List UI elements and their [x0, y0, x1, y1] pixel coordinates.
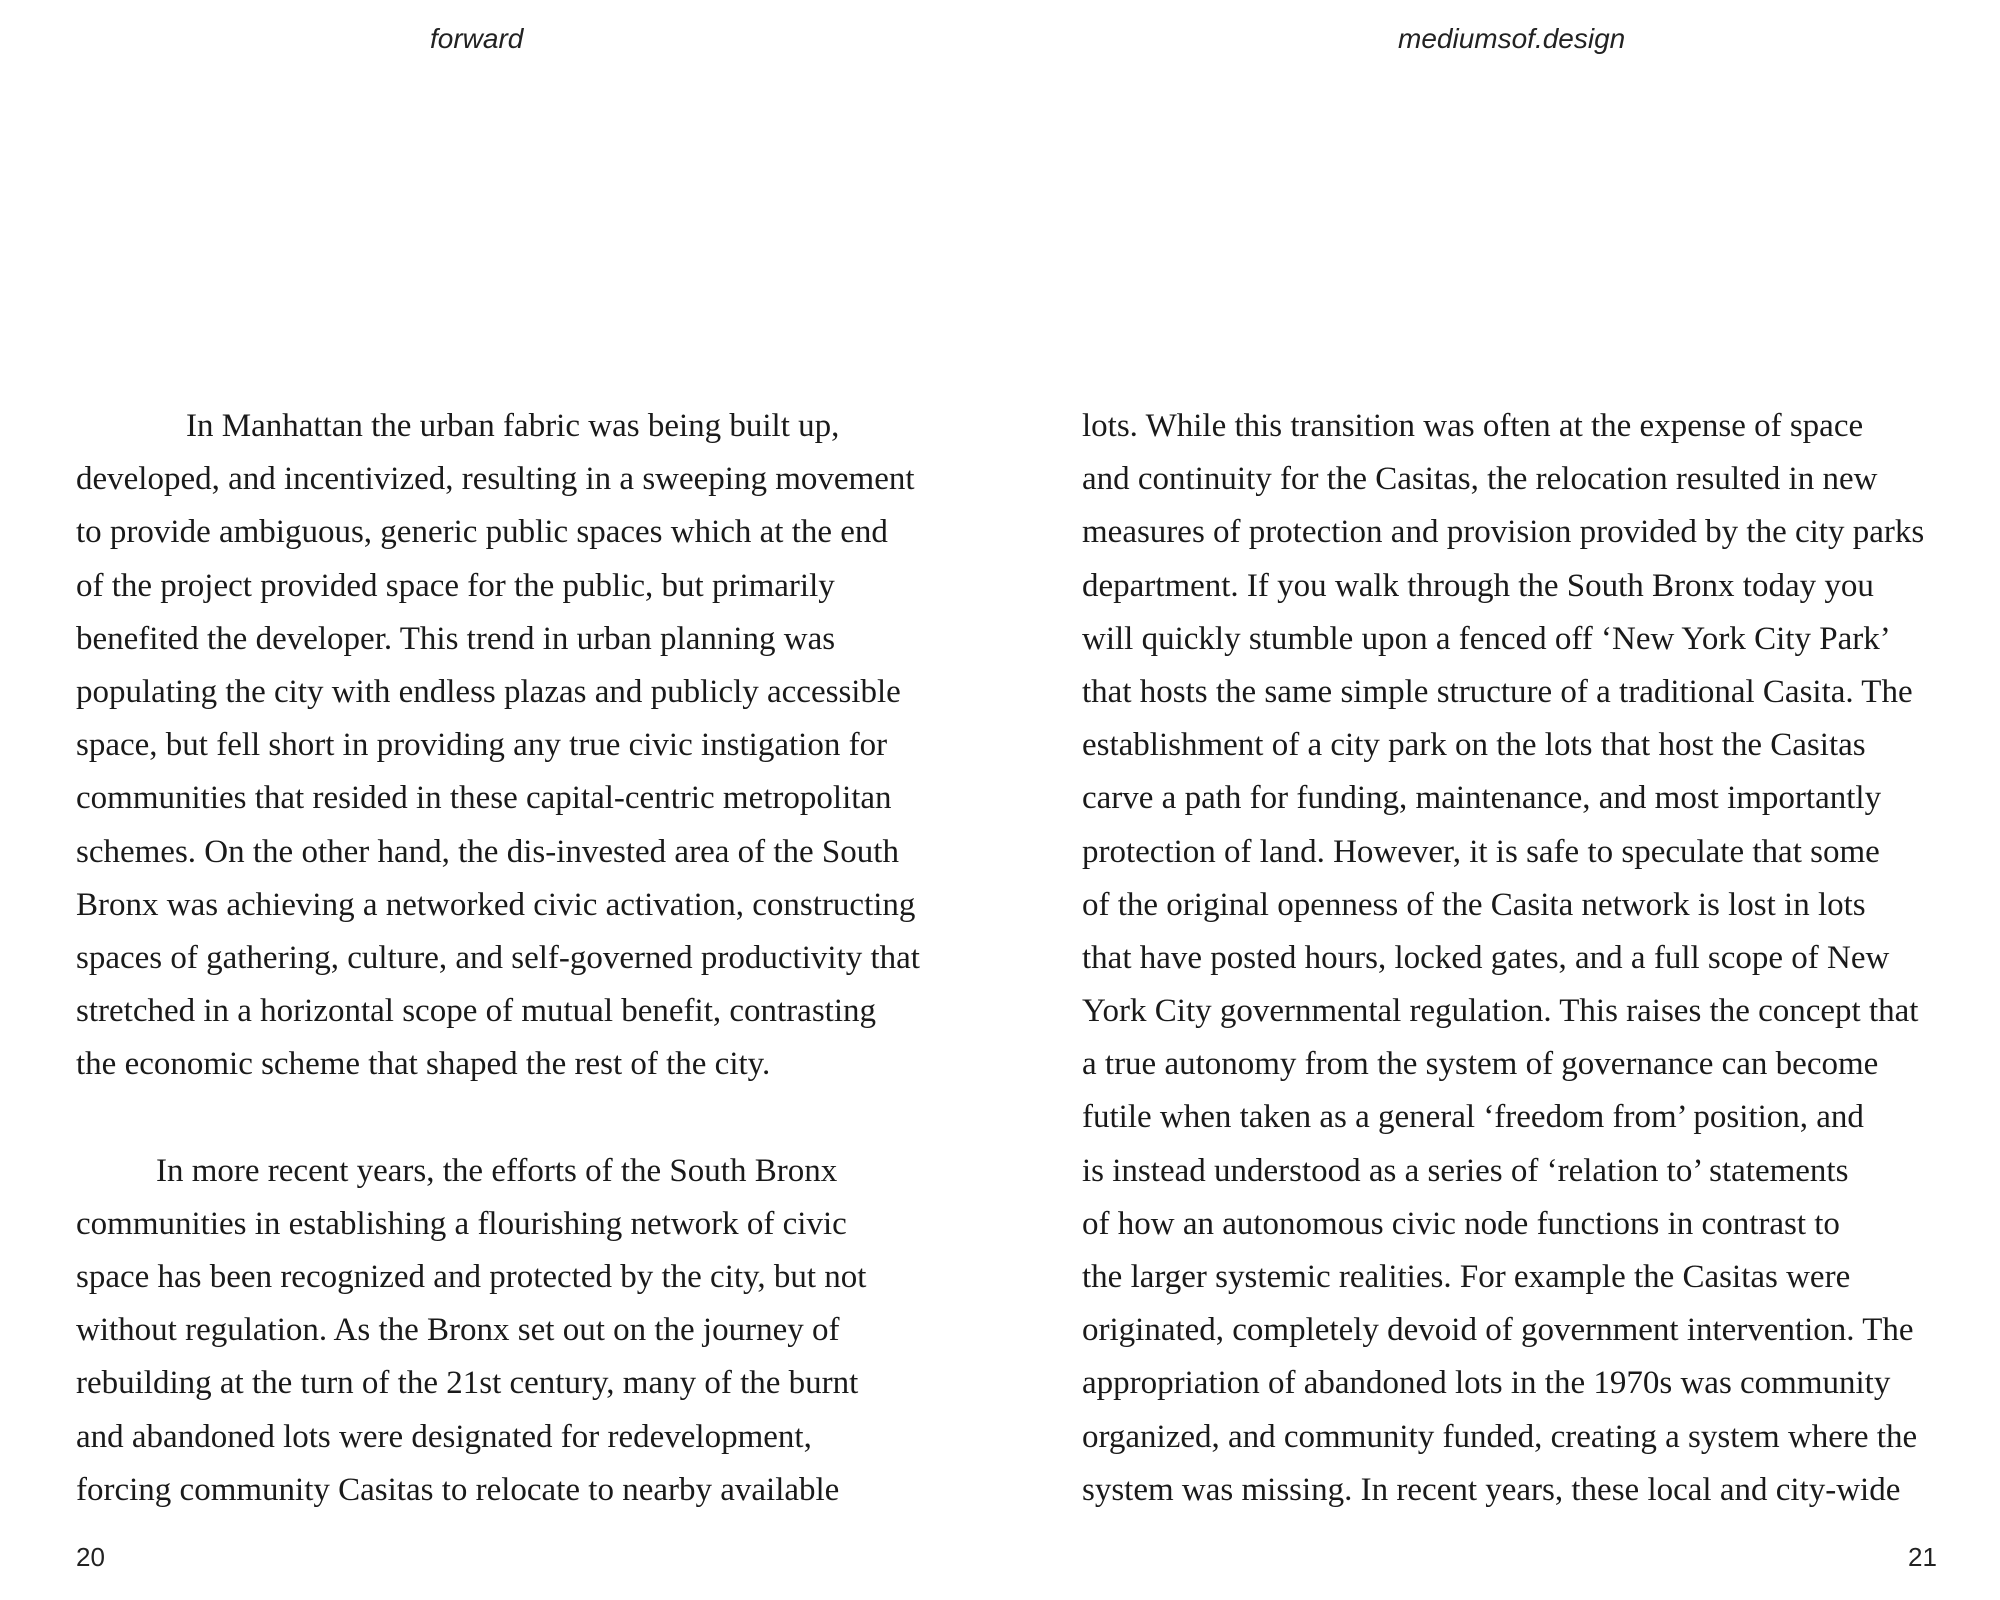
right-body-text — [1082, 400, 1982, 1517]
body-line: forcing community Casitas to relocate to nearby available — [76, 1471, 840, 1508]
body-line: In more recent years, the efforts of the South Bronx — [156, 1152, 838, 1189]
body-line: organized, and community funded, creating a system where the — [1082, 1418, 1918, 1455]
body-line: rebuilding at the turn of the 21st century, many of the burnt — [76, 1365, 859, 1402]
body-line: carve a path for funding, maintenance, and most importantly — [1082, 780, 1882, 817]
body-line: system was missing. In recent years, these local and city-wide — [1082, 1471, 1901, 1508]
body-line: space, but fell short in providing any true civic instigation for — [76, 727, 888, 764]
body-line: to provide ambiguous, generic public spaces which at the end — [76, 514, 888, 551]
body-line: establishment of a city park on the lots that host the Casitas — [1082, 727, 1866, 764]
body-line: space has been recognized and protected by the city, but not — [76, 1259, 867, 1295]
paragraph-gap — [76, 1091, 956, 1144]
body-line: the economic scheme that shaped the rest of the city. — [76, 1046, 771, 1083]
body-line: will quickly stumble upon a fenced off ‘New York City Park’ — [1082, 620, 1891, 657]
body-line: futile when taken as a general ‘freedom from’ position, and — [1082, 1099, 1864, 1136]
body-line: In Manhattan the urban fabric was being built up, — [186, 408, 840, 444]
body-line: communities that resided in these capital-centric metropolitan — [76, 780, 892, 817]
left-page-number: 20 — [76, 1542, 105, 1572]
body-line: schemes. On the other hand, the dis-invested area of the South — [76, 833, 899, 870]
body-line: York City governmental regulation. This raises the concept that — [1082, 993, 1919, 1030]
body-line: communities in establishing a flourishing network of civic — [76, 1205, 847, 1242]
body-line: the larger systemic realities. For example the Casitas were — [1082, 1259, 1851, 1295]
body-line: measures of protection and provision provided by the city parks — [1082, 514, 1925, 551]
body-line: of the project provided space for the public, but primarily — [76, 567, 835, 604]
body-line: without regulation. As the Bronx set out on the journey of — [76, 1312, 840, 1349]
body-line: that have posted hours, locked gates, and a full scope of New — [1082, 939, 1890, 976]
body-line: spaces of gathering, culture, and self-governed productivity that — [76, 939, 920, 976]
body-line: Bronx was achieving a networked civic activation, constructing — [76, 886, 916, 923]
body-line: appropriation of abandoned lots in the 1970s was community — [1082, 1365, 1891, 1402]
body-line: developed, and incentivized, resulting in a sweeping movement — [76, 461, 915, 498]
body-line: originated, completely devoid of government intervention. The — [1082, 1312, 1914, 1349]
left-running-header: forward — [430, 23, 524, 54]
body-line: a true autonomy from the system of governance can become — [1082, 1046, 1879, 1083]
body-line: department. If you walk through the South Bronx today you — [1082, 567, 1874, 604]
left-body-text — [76, 400, 956, 1517]
body-line: stretched in a horizontal scope of mutual benefit, contrasting — [76, 993, 876, 1030]
right-page-number: 21 — [1908, 1542, 1937, 1572]
body-line: that hosts the same simple structure of a traditional Casita. The — [1082, 673, 1913, 710]
body-line: of the original openness of the Casita network is lost in lots — [1082, 886, 1866, 923]
body-line: is instead understood as a series of ‘relation to’ statements — [1082, 1152, 1849, 1189]
body-line: benefited the developer. This trend in urban planning was — [76, 620, 836, 657]
body-line: protection of land. However, it is safe to speculate that some — [1082, 833, 1880, 870]
body-line: lots. While this transition was often at the expense of space — [1082, 408, 1864, 444]
body-line: populating the city with endless plazas and publicly accessible — [76, 673, 901, 710]
right-running-header: mediumsof.design — [1398, 23, 1626, 54]
body-line: of how an autonomous civic node functions in contrast to — [1082, 1205, 1840, 1242]
body-line: and continuity for the Casitas, the relocation resulted in new — [1082, 461, 1878, 498]
body-line: and abandoned lots were designated for redevelopment, — [76, 1418, 812, 1455]
